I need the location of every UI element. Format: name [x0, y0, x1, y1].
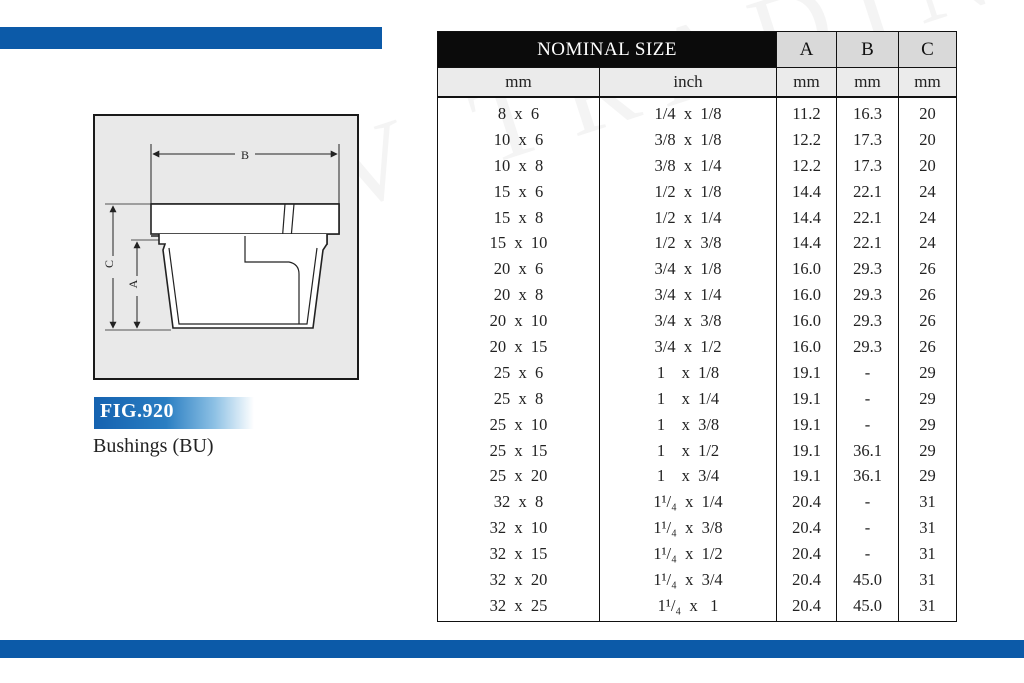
figure-tag	[94, 397, 254, 429]
cell-c-mm: 31	[899, 489, 957, 515]
cell-a-mm: 14.4	[777, 205, 837, 231]
cell-a-mm: 19.1	[777, 412, 837, 438]
cell-b-mm: 29.3	[837, 334, 899, 360]
cell-nominal-mm: 15 x 6	[438, 179, 600, 205]
cell-c-mm: 29	[899, 386, 957, 412]
cell-b-mm: 17.3	[837, 153, 899, 179]
cell-c-mm: 31	[899, 593, 957, 621]
cell-nominal-inch: 1/2 x 1/8	[600, 179, 777, 205]
cell-nominal-mm: 15 x 10	[438, 230, 600, 256]
table-row	[438, 205, 957, 231]
cell-a-mm: 19.1	[777, 438, 837, 464]
cell-a-mm: 14.4	[777, 230, 837, 256]
dim-label-a: A	[126, 279, 140, 289]
header-c: C	[899, 32, 957, 68]
cell-c-mm: 31	[899, 567, 957, 593]
cell-c-mm: 29	[899, 438, 957, 464]
cell-a-mm: 16.0	[777, 334, 837, 360]
cell-nominal-inch: 3/8 x 1/4	[600, 153, 777, 179]
table-row	[438, 567, 957, 593]
bottom-accent-bar	[0, 640, 1024, 658]
figure-caption: Bushings (BU)	[93, 435, 214, 457]
cell-a-mm: 16.0	[777, 308, 837, 334]
dim-label-b: B	[240, 148, 250, 162]
cell-a-mm: 20.4	[777, 567, 837, 593]
table-row	[438, 308, 957, 334]
table-row	[438, 541, 957, 567]
cell-nominal-inch: 3/4 x 1/4	[600, 282, 777, 308]
cell-a-mm: 19.1	[777, 360, 837, 386]
cell-nominal-mm: 32 x 25	[438, 593, 600, 621]
cell-b-mm: 36.1	[837, 438, 899, 464]
table-row	[438, 282, 957, 308]
cell-b-mm: -	[837, 515, 899, 541]
cell-c-mm: 31	[899, 541, 957, 567]
unit-mm-b: mm	[837, 68, 899, 98]
cell-b-mm: -	[837, 489, 899, 515]
table-row	[438, 438, 957, 464]
cell-c-mm: 20	[899, 127, 957, 153]
cell-nominal-inch: 1/4 x 1/8	[600, 97, 777, 127]
cell-nominal-inch: 1 x 3/4	[600, 463, 777, 489]
cell-c-mm: 26	[899, 308, 957, 334]
cell-nominal-inch: 3/8 x 1/8	[600, 127, 777, 153]
cell-nominal-mm: 10 x 6	[438, 127, 600, 153]
unit-inch: inch	[600, 68, 777, 98]
cell-b-mm: -	[837, 541, 899, 567]
table-row	[438, 386, 957, 412]
cell-nominal-mm: 10 x 8	[438, 153, 600, 179]
cell-a-mm: 20.4	[777, 541, 837, 567]
cell-c-mm: 26	[899, 256, 957, 282]
cell-c-mm: 26	[899, 334, 957, 360]
table-row	[438, 153, 957, 179]
cell-b-mm: -	[837, 412, 899, 438]
cell-b-mm: 45.0	[837, 567, 899, 593]
table-row	[438, 334, 957, 360]
table-row	[438, 463, 957, 489]
cell-nominal-inch: 1¹/₄ x 1/4	[600, 489, 777, 515]
cell-b-mm: 29.3	[837, 256, 899, 282]
cell-nominal-mm: 25 x 6	[438, 360, 600, 386]
cell-c-mm: 20	[899, 153, 957, 179]
cell-a-mm: 14.4	[777, 179, 837, 205]
top-accent-bar	[0, 27, 382, 49]
unit-mm-c: mm	[899, 68, 957, 98]
cell-nominal-inch: 1 x 1/8	[600, 360, 777, 386]
dimension-table	[437, 31, 957, 622]
cell-nominal-mm: 25 x 10	[438, 412, 600, 438]
cell-a-mm: 12.2	[777, 153, 837, 179]
cell-a-mm: 12.2	[777, 127, 837, 153]
cell-b-mm: 16.3	[837, 97, 899, 127]
figure-number: FIG.920	[100, 400, 175, 422]
cell-c-mm: 31	[899, 515, 957, 541]
cell-nominal-inch: 1¹/₄ x 3/4	[600, 567, 777, 593]
cell-nominal-mm: 20 x 8	[438, 282, 600, 308]
cell-a-mm: 20.4	[777, 593, 837, 621]
cell-nominal-mm: 20 x 15	[438, 334, 600, 360]
cell-nominal-mm: 32 x 8	[438, 489, 600, 515]
cell-a-mm: 19.1	[777, 386, 837, 412]
cell-a-mm: 16.0	[777, 256, 837, 282]
header-a: A	[777, 32, 837, 68]
cell-b-mm: 22.1	[837, 230, 899, 256]
cell-nominal-inch: 1¹/₄ x 3/8	[600, 515, 777, 541]
table-row	[438, 412, 957, 438]
cell-a-mm: 20.4	[777, 515, 837, 541]
bushing-diagram	[93, 114, 359, 380]
cell-b-mm: 36.1	[837, 463, 899, 489]
unit-mm-a: mm	[777, 68, 837, 98]
table-row	[438, 179, 957, 205]
cell-c-mm: 29	[899, 463, 957, 489]
table-body	[438, 97, 957, 621]
cell-c-mm: 29	[899, 360, 957, 386]
cell-nominal-inch: 3/4 x 1/2	[600, 334, 777, 360]
cell-nominal-mm: 20 x 10	[438, 308, 600, 334]
cell-b-mm: 29.3	[837, 282, 899, 308]
table-row	[438, 360, 957, 386]
cell-a-mm: 16.0	[777, 282, 837, 308]
cell-nominal-inch: 3/4 x 3/8	[600, 308, 777, 334]
cell-c-mm: 29	[899, 412, 957, 438]
table-row	[438, 230, 957, 256]
cell-b-mm: 22.1	[837, 179, 899, 205]
table-row	[438, 489, 957, 515]
cell-b-mm: 22.1	[837, 205, 899, 231]
cell-nominal-inch: 1¹/₄ x 1/2	[600, 541, 777, 567]
cell-nominal-mm: 32 x 10	[438, 515, 600, 541]
cell-nominal-mm: 15 x 8	[438, 205, 600, 231]
table-row	[438, 127, 957, 153]
cell-nominal-inch: 1 x 3/8	[600, 412, 777, 438]
cell-nominal-mm: 32 x 20	[438, 567, 600, 593]
table-row	[438, 97, 957, 127]
cell-nominal-mm: 32 x 15	[438, 541, 600, 567]
cell-nominal-mm: 8 x 6	[438, 97, 600, 127]
cell-b-mm: 29.3	[837, 308, 899, 334]
dim-label-c: C	[102, 259, 116, 269]
bushing-drawing	[95, 116, 357, 378]
cell-nominal-mm: 20 x 6	[438, 256, 600, 282]
cell-nominal-mm: 25 x 20	[438, 463, 600, 489]
table-row	[438, 593, 957, 621]
cell-c-mm: 24	[899, 230, 957, 256]
cell-nominal-inch: 1 x 1/4	[600, 386, 777, 412]
cell-nominal-mm: 25 x 15	[438, 438, 600, 464]
cell-nominal-inch: 3/4 x 1/8	[600, 256, 777, 282]
cell-a-mm: 20.4	[777, 489, 837, 515]
cell-a-mm: 11.2	[777, 97, 837, 127]
cell-c-mm: 20	[899, 97, 957, 127]
cell-c-mm: 24	[899, 179, 957, 205]
table-row	[438, 515, 957, 541]
unit-mm: mm	[438, 68, 600, 98]
cell-a-mm: 19.1	[777, 463, 837, 489]
cell-nominal-inch: 1 x 1/2	[600, 438, 777, 464]
cell-nominal-inch: 1/2 x 1/4	[600, 205, 777, 231]
header-nominal-size: NOMINAL SIZE	[438, 32, 777, 68]
cell-nominal-inch: 1¹/₄ x 1	[600, 593, 777, 621]
cell-nominal-mm: 25 x 8	[438, 386, 600, 412]
table-row	[438, 256, 957, 282]
cell-b-mm: -	[837, 360, 899, 386]
cell-c-mm: 24	[899, 205, 957, 231]
cell-c-mm: 26	[899, 282, 957, 308]
header-b: B	[837, 32, 899, 68]
cell-b-mm: -	[837, 386, 899, 412]
cell-nominal-inch: 1/2 x 3/8	[600, 230, 777, 256]
cell-b-mm: 17.3	[837, 127, 899, 153]
cell-b-mm: 45.0	[837, 593, 899, 621]
